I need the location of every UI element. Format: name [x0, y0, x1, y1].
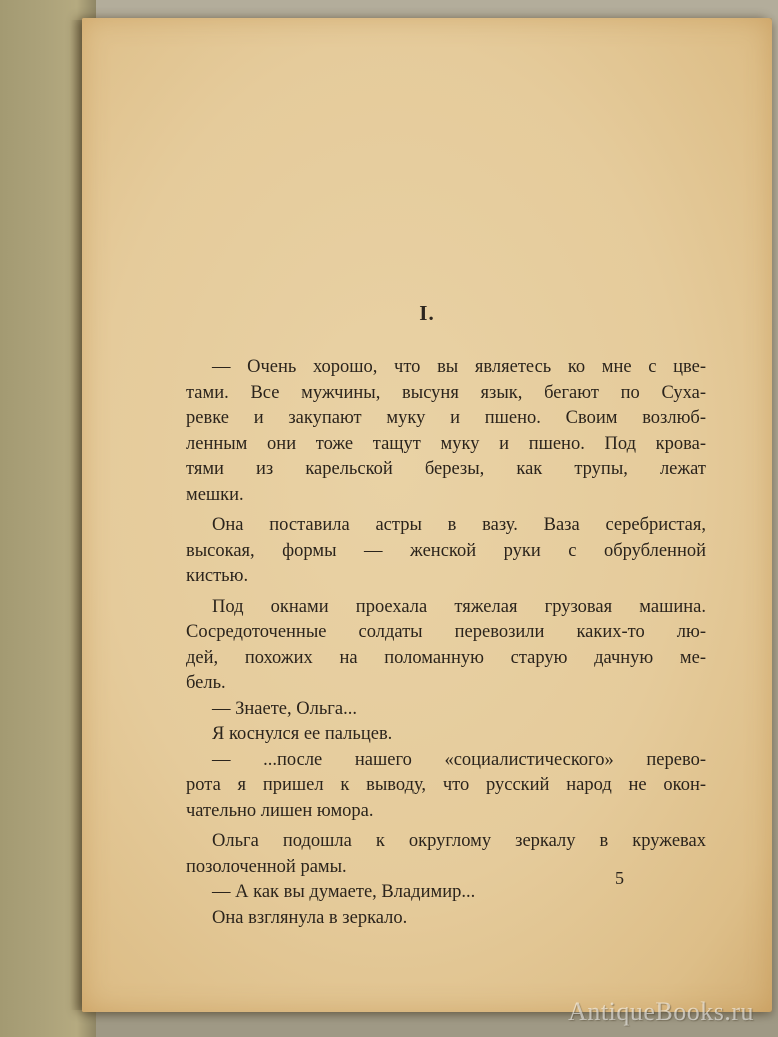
text-line: Она взглянула в зеркало. [212, 907, 408, 928]
text-line: Я коснулся ее пальцев. [212, 724, 393, 744]
text-line: — Очень хорошо, что вы являетесь ко мне с цве- [212, 357, 706, 377]
text-line: ревке и закупают муку и пшено. Своим возлюб- [186, 408, 706, 428]
text-line: тями из карельской березы, как трупы, лежат [186, 459, 706, 479]
page-number: 5 [615, 868, 624, 888]
text-line: Ольга подошла к округлому зеркалу в кружевах [212, 831, 706, 851]
text-line: тами. Все мужчины, высуня язык, бегают по Суха- [186, 382, 706, 403]
text-line: — А как вы думаете, Владимир... [212, 882, 476, 902]
text-line: чательно лишен юмора. [186, 800, 374, 821]
chapter-heading: I. [419, 301, 435, 325]
body-text [186, 355, 706, 931]
text-line: Под окнами проехала тяжелая грузовая машина. [212, 596, 706, 617]
text-line: Она поставила астры в вазу. Ваза серебристая, [212, 515, 706, 535]
text-line: — Знаете, Ольга... [212, 698, 357, 719]
text-line: кистью. [186, 566, 249, 586]
text-line: позолоченной рамы. [186, 856, 347, 877]
text-line: дей, похожих на поломанную старую дачную ме- [186, 647, 706, 668]
book-page [82, 18, 772, 1012]
text-line: бель. [186, 673, 226, 693]
text-line: — ...после нашего «социалистического» перево- [212, 749, 706, 770]
text-line: Сосредоточенные солдаты перевозили каких-то лю- [186, 622, 706, 642]
text-line: рота я пришел к выводу, что русский народ не окон- [186, 775, 706, 795]
text-line: высокая, формы — женской руки с обрубленной [186, 540, 706, 561]
text-line: ленным они тоже тащут муку и пшено. Под крова- [186, 433, 706, 454]
watermark: AntiqueBooks.ru [568, 997, 754, 1026]
text-line: мешки. [186, 484, 244, 505]
